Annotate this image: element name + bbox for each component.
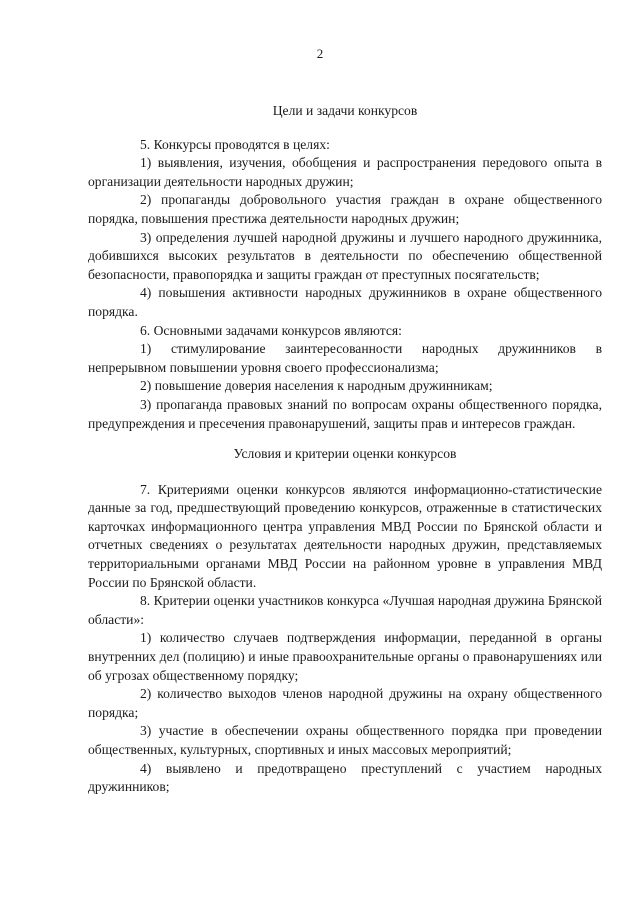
paragraph: 8. Критерии оценки участников конкурса «Лучшая народная дружина Брянской области»: bbox=[88, 593, 602, 627]
paragraph: 6. Основными задачами конкурсов являются: bbox=[140, 322, 402, 338]
section-heading-goals: Цели и задачи конкурсов bbox=[272, 103, 418, 118]
paragraph: 4) повышения активности народных дружинников в охране общественного порядка. bbox=[88, 285, 602, 319]
document-body bbox=[88, 102, 602, 797]
paragraph: 7. Критериями оценки конкурсов являются информационно-статистические данные за год, предшествующий проведению конкурсов, отраженные в статистических карточках информационного центра управления МВД России по Брянской области и отчетных сведениях о результатах деятельности народных дружин, представляемых территориальными органами МВД России на районном уровне в управления МВД России по Брянской области. bbox=[88, 481, 602, 590]
paragraph: 4) выявлено и предотвращено преступлений с участием народных дружинников; bbox=[88, 760, 602, 795]
paragraph: 1) стимулирование заинтересованности народных дружинников в непрерывном повышении уровня своего профессионализма; bbox=[88, 341, 602, 375]
paragraph: 2) пропаганды добровольного участия граждан в охране общественного порядка, повышения престижа деятельности народных дружин; bbox=[88, 192, 602, 226]
paragraph: 2) повышение доверия населения к народным дружинникам; bbox=[140, 378, 493, 394]
section-heading-criteria: Условия и критерии оценки конкурсов bbox=[233, 446, 457, 462]
page-number: 2 bbox=[316, 46, 324, 61]
paragraph: 2) количество выходов членов народной дружины на охрану общественного порядка; bbox=[88, 686, 602, 720]
paragraph: 3) определения лучшей народной дружины и лучшего народного дружинника, добившихся высоких результатов в деятельности по обеспечению общественной безопасности, правопорядка и защиты граждан от преступных посягательств; bbox=[88, 229, 602, 282]
paragraph: 1) количество случаев подтверждения информации, переданной в органы внутренних дел (полицию) и иные правоохранительные органы о правонарушениях или об угрозах общественному порядку; bbox=[88, 630, 602, 683]
paragraph: 5. Конкурсы проводятся в целях: bbox=[140, 136, 330, 152]
paragraph: 3) пропаганда правовых знаний по вопросам охраны общественного порядка, предупреждения и пресечения правонарушений, защиты прав и интересов граждан. bbox=[88, 396, 602, 431]
paragraph: 3) участие в обеспечении охраны общественного порядка при проведении общественных, культурных, спортивных и иных массовых мероприятий; bbox=[88, 723, 602, 757]
paragraph: 1) выявления, изучения, обобщения и распространения передового опыта в организации деятельности народных дружин; bbox=[88, 155, 602, 189]
